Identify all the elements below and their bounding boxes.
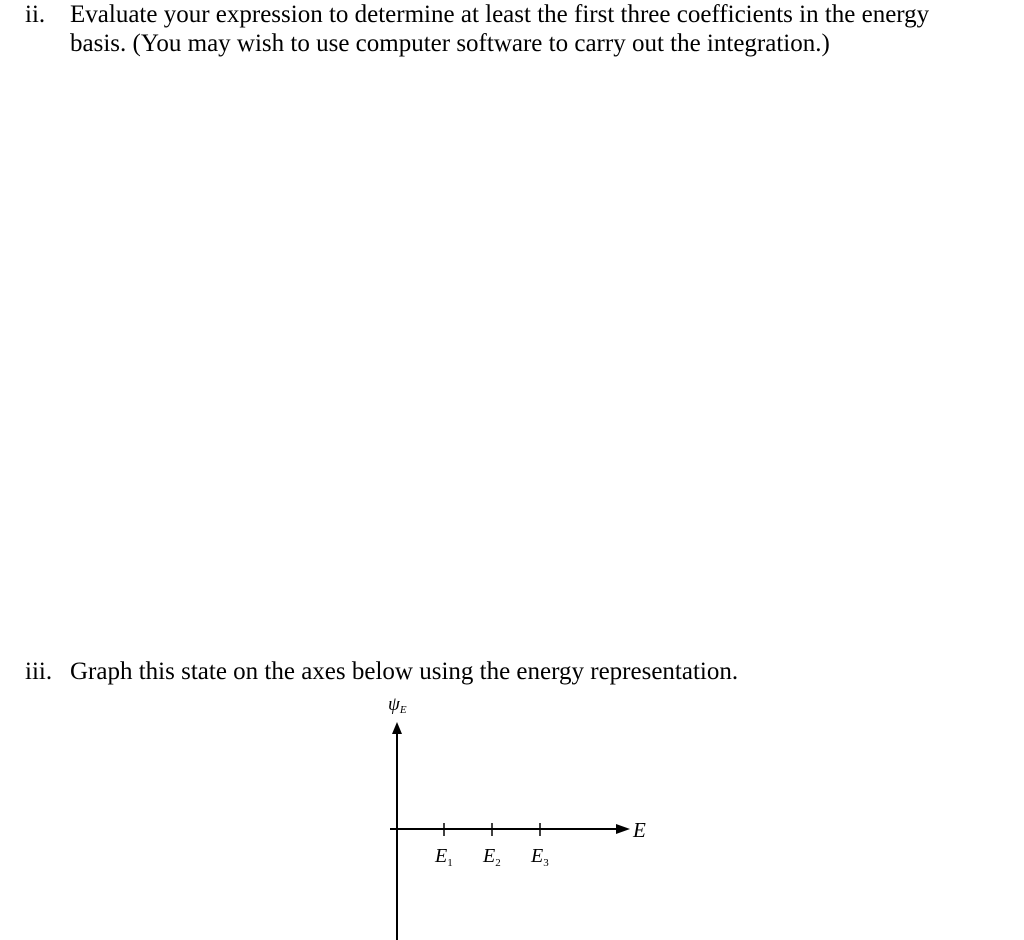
tick-label-e2-subscript: 2	[495, 857, 501, 869]
question-ii-line-1: Evaluate your expression to determine at least the first three coefficients in the energy	[70, 1, 930, 28]
tick-label-e2	[482, 845, 501, 869]
tick-label-e2-symbol: E	[483, 845, 496, 867]
question-ii-number: ii.	[25, 1, 46, 28]
tick-label-e1	[434, 845, 453, 869]
tick-label-e1-subscript: 1	[447, 857, 453, 869]
tick-label-e3	[530, 845, 549, 869]
tick-label-e1-symbol: E	[435, 845, 448, 867]
y-axis-label-symbol: ψ	[388, 694, 400, 715]
y-axis-label	[388, 694, 407, 716]
tick-label-e3-symbol: E	[531, 845, 544, 867]
x-axis-arrowhead	[616, 824, 630, 834]
question-iii-line-1: Graph this state on the axes below using the energy representation.	[70, 658, 739, 685]
x-axis-label: E	[633, 818, 646, 842]
y-axis-label-subscript: E	[399, 704, 407, 716]
question-iii-number: iii.	[25, 658, 53, 685]
tick-label-e3-subscript: 3	[543, 857, 549, 869]
y-axis-arrowhead	[392, 722, 402, 734]
question-ii-line-2: basis. (You may wish to use computer software to carry out the integration.)	[70, 30, 830, 57]
energy-representation-graph	[370, 690, 680, 940]
